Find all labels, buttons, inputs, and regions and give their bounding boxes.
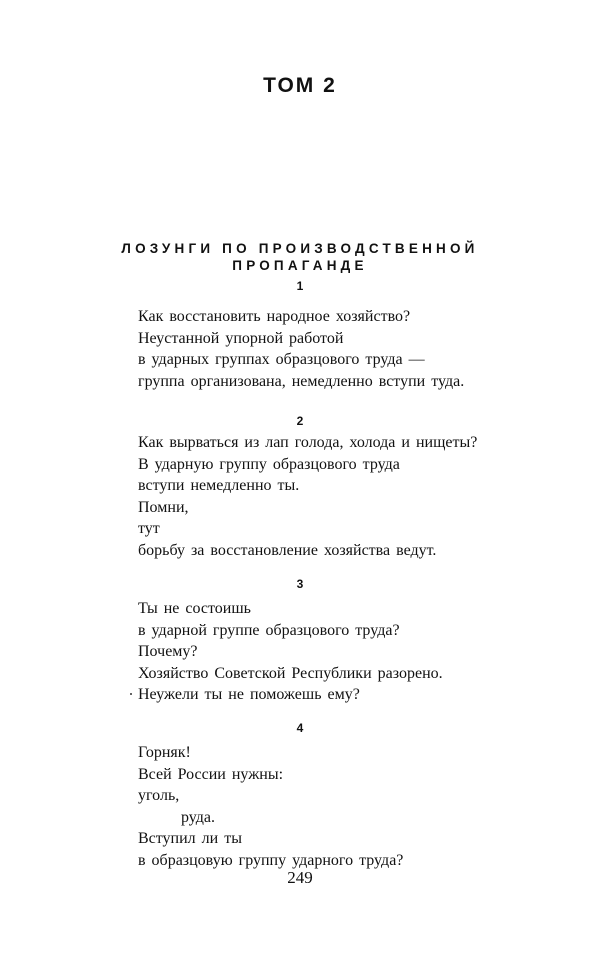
stanza-line: вступи немедленно ты. bbox=[138, 477, 300, 494]
page-number: 249 bbox=[287, 868, 313, 887]
stanza-line: Всей России нужны: bbox=[138, 765, 284, 783]
stanza-2 bbox=[138, 432, 477, 561]
stanza-number-1: 1 bbox=[296, 279, 304, 293]
stanza-line: уголь, bbox=[138, 787, 180, 804]
stanza-line: Почему? bbox=[138, 643, 198, 660]
print-speck bbox=[130, 693, 132, 695]
stanza-line: Хозяйство Советской Республики разорено. bbox=[138, 664, 443, 682]
stanza-line: Неустанной упорной работой bbox=[138, 329, 344, 347]
stanza-line: Горняк! bbox=[138, 744, 191, 761]
stanza-line: борьбу за восстановление хозяйства ведут. bbox=[138, 541, 437, 559]
section-title bbox=[0, 240, 600, 274]
stanza-line: тут bbox=[138, 520, 160, 537]
stanza-line: В ударную группу образцового труда bbox=[138, 455, 400, 473]
stanza-line: Как вырваться из лап голода, холода и нищеты? bbox=[138, 434, 478, 451]
stanza-line: в ударной группе образцового труда? bbox=[138, 621, 400, 639]
stanza-3 bbox=[138, 598, 443, 706]
stanza-line: в образцовую группу ударного труда? bbox=[138, 851, 404, 869]
stanza-4 bbox=[138, 742, 403, 871]
section-title-line-1: ЛОЗУНГИ ПО ПРОИЗВОДСТВЕННОЙ bbox=[121, 241, 479, 256]
section-title-line-2: ПРОПАГАНДЕ bbox=[232, 258, 368, 273]
stanza-line: Неужели ты не поможешь ему? bbox=[138, 686, 360, 703]
stanza-number-4: 4 bbox=[296, 721, 304, 735]
stanza-line: Как восстановить народное хозяйство? bbox=[138, 308, 411, 325]
stanza-number-2: 2 bbox=[296, 414, 304, 428]
stanza-line: Вступил ли ты bbox=[138, 830, 242, 847]
stanza-line: руда. bbox=[181, 808, 216, 826]
stanza-line: в ударных группах образцового труда — bbox=[138, 351, 425, 368]
stanza-line: Помни, bbox=[138, 498, 189, 516]
stanza-line: группа организована, немедленно вступи туда. bbox=[138, 372, 465, 390]
volume-title: ТОМ 2 bbox=[263, 74, 337, 97]
stanza-1 bbox=[138, 306, 464, 392]
stanza-number-3: 3 bbox=[296, 577, 304, 591]
stanza-line: Ты не состоишь bbox=[138, 600, 251, 617]
